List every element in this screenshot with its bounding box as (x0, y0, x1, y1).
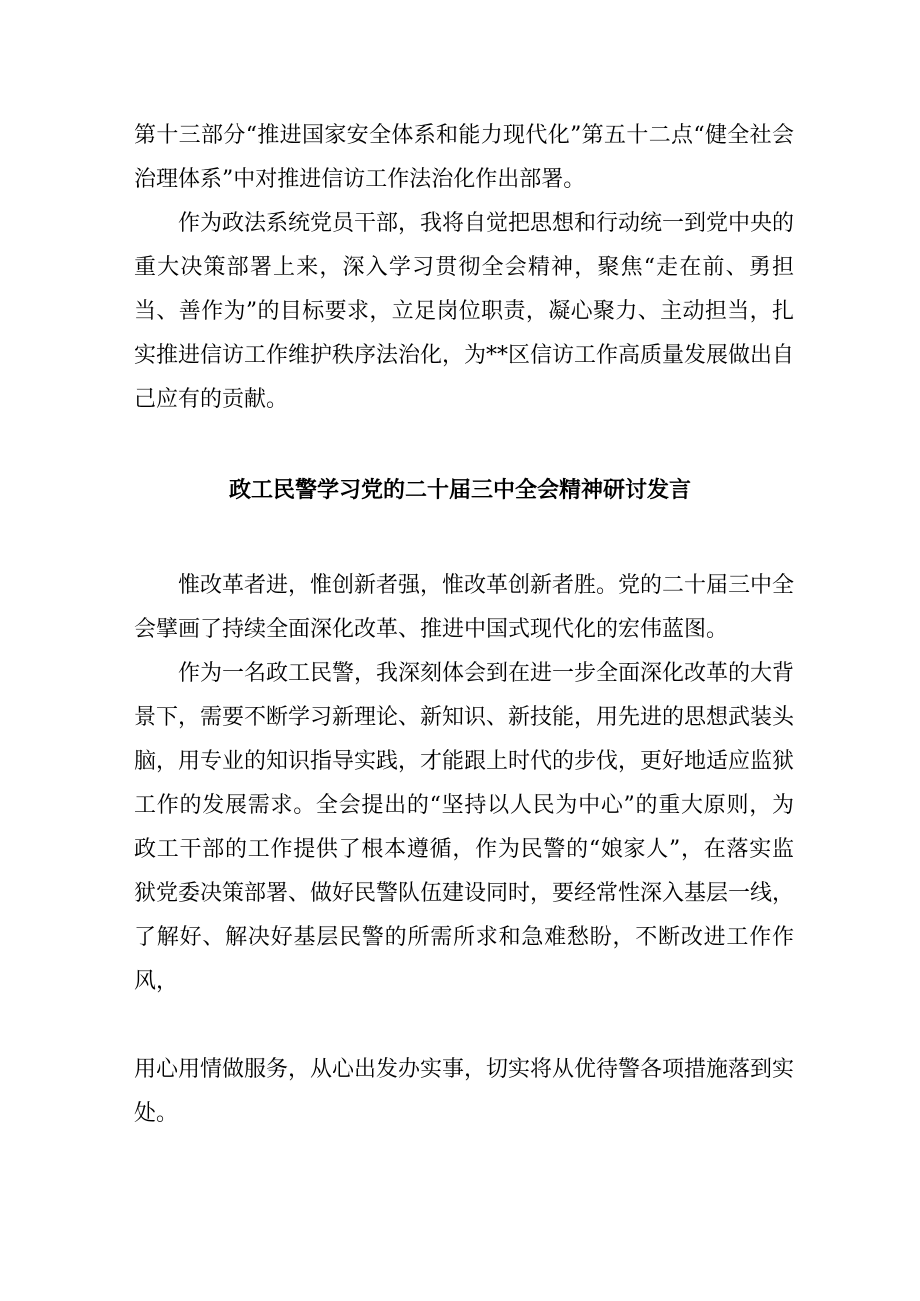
paragraph-conclusion: 用心用情做服务，从心出发办实事，切实将从优待警各项措施落到实处。 (134, 1057, 795, 1126)
paragraph-continued: 第十三部分“推进国家安全体系和能力现代化”第五十二点“健全社会治理体系”中对推进信访工作法治化作出部署。 (134, 123, 794, 192)
section-title: 政工民警学习党的二十届三中全会精神研讨发言 (228, 478, 691, 503)
paragraph-intro: 惟改革者进，惟创新者强，惟改革创新者胜。党的二十届三中全会擘画了持续全面深化改革、推进中国式现代化的宏伟蓝图。 (134, 573, 795, 642)
paragraph-reflection: 作为一名政工民警，我深刻体会到在进一步全面深化改革的大背景下，需要不断学习新理论、新知识、新技能，用先进的思想武装头脑，用专业的知识指导实践，才能跟上时代的步伐，更好地适应监狱工作的发展需求。全会提出的“坚持以人民为中心”的重大原则，为政工干部的工作提供了根本遵循，作为民警的“娘家人”，在落实监狱党委决策部署、做好民警队伍建设同时，要经常性深入基层一线，了解好、解决好基层民警的所需所求和急难愁盼，不断改进工作作风， (134, 661, 795, 994)
paragraph-commitment: 作为政法系统党员干部，我将自觉把思想和行动统一到党中央的重大决策部署上来，深入学习贯彻全会精神，聚焦“走在前、勇担当、善作为”的目标要求，立足岗位职责，凝心聚力、主动担当，扎实推进信访工作维护秩序法治化，为**区信访工作高质量发展做出自己应有的贡献。 (134, 211, 795, 412)
